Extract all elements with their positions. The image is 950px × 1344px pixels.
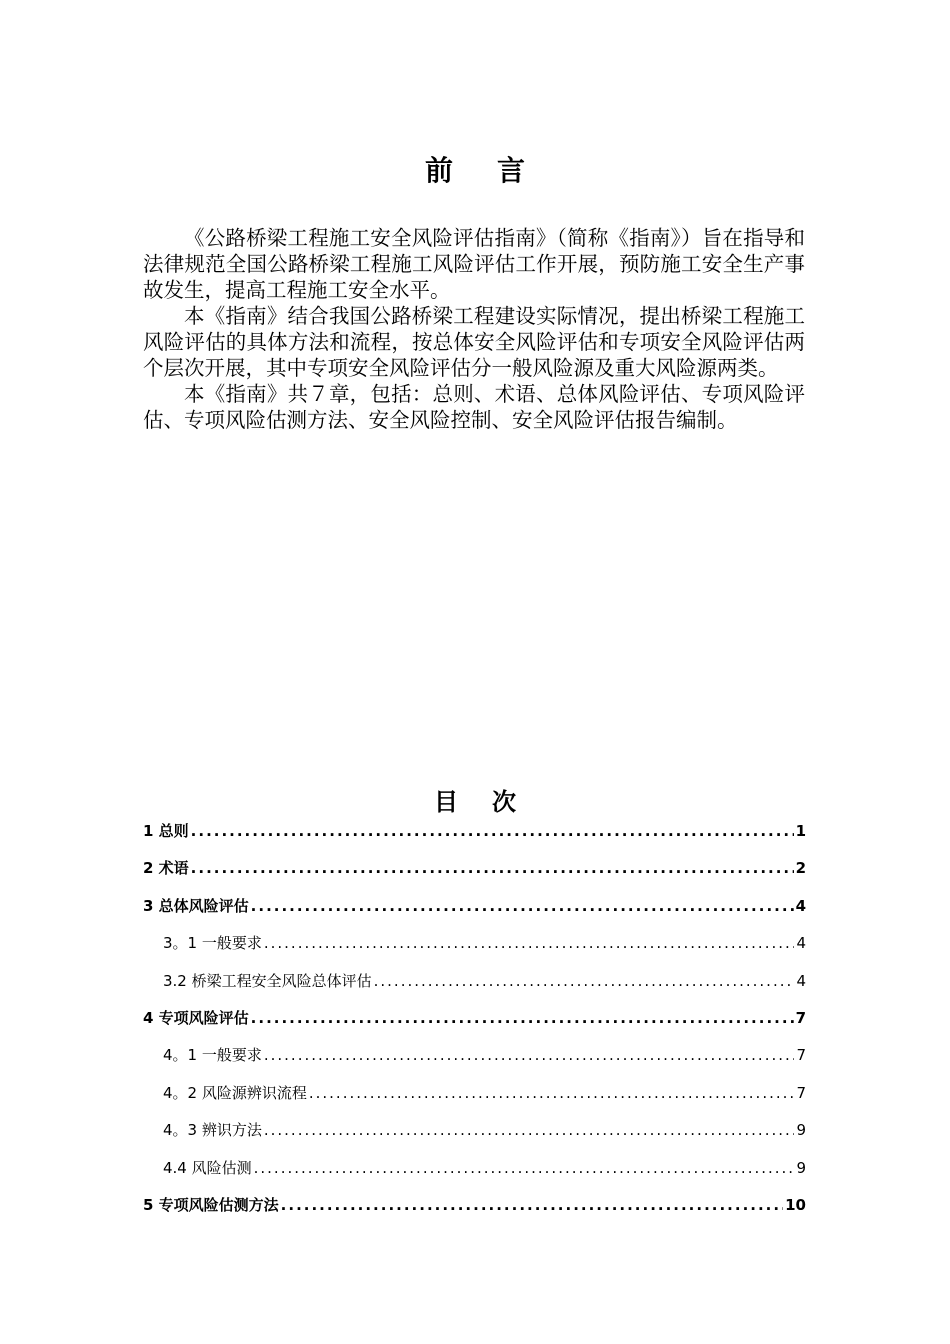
toc-entry[interactable] xyxy=(143,855,806,892)
toc-entry-text: 4。2 风险源辨识流程 xyxy=(163,1083,307,1102)
toc-entry-page: 4 xyxy=(795,896,806,915)
toc-leader-dots xyxy=(254,1155,795,1181)
toc-leader-dots xyxy=(251,893,794,919)
toc-title: 目次 xyxy=(434,787,550,816)
toc-entry-text: 3.2 桥梁工程安全风险总体评估 xyxy=(163,971,372,990)
toc-entry[interactable] xyxy=(143,930,806,967)
toc-leader-dots xyxy=(251,1005,794,1031)
toc-entry-text: 4。1 一般要求 xyxy=(163,1046,262,1065)
preface-paragraph-1: 《公路桥梁工程施工安全风险评估指南》（简称《指南》）旨在指导和法律规范全国公路桥梁工程施工风险评估工作开展，预防施工安全生产事故发生，提高工程施工安全水平。 xyxy=(143,226,805,302)
toc-entry-text: 3。1 一般要求 xyxy=(163,934,262,953)
toc-entry-text: 1 总则 xyxy=(143,822,189,840)
toc-entry-page: 10 xyxy=(785,1195,806,1214)
preface-body xyxy=(143,225,805,433)
toc-entry-page: 1 xyxy=(795,822,806,840)
toc-entry-page: 4 xyxy=(796,934,806,953)
toc-leader-dots xyxy=(374,968,795,994)
toc-entry-text: 4.4 风险估测 xyxy=(163,1158,252,1177)
toc-entry[interactable] xyxy=(143,968,806,1005)
toc-leader-dots xyxy=(191,855,794,881)
preface-paragraph-3: 本《指南》共７章，包括：总则、术语、总体风险评估、专项风险评估、专项风险估测方法、安全风险控制、安全风险评估报告编制。 xyxy=(143,382,805,432)
toc-entry[interactable] xyxy=(143,1117,806,1154)
toc-entry[interactable] xyxy=(143,1042,806,1079)
toc-entry-page: 7 xyxy=(796,1083,806,1102)
toc-leader-dots xyxy=(264,1117,795,1143)
toc-leader-dots xyxy=(264,1042,795,1068)
toc-entry[interactable] xyxy=(143,1192,806,1229)
toc-entry-text: 5 专项风险估测方法 xyxy=(143,1195,279,1214)
toc-entry-page: 2 xyxy=(795,859,806,878)
toc-leader-dots xyxy=(264,930,795,956)
toc-entry-text: 4 专项风险评估 xyxy=(143,1008,249,1027)
toc-entry-text: 4。3 辨识方法 xyxy=(163,1121,262,1140)
toc-entry[interactable] xyxy=(143,893,806,930)
toc-entry-page: 4 xyxy=(796,971,806,990)
toc-entry-page: 7 xyxy=(796,1046,806,1065)
toc-entry-page: 9 xyxy=(796,1121,806,1140)
toc-entry[interactable] xyxy=(143,1005,806,1042)
toc-entry-text: 2 术语 xyxy=(143,859,189,878)
table-of-contents xyxy=(143,818,806,1229)
toc-leader-dots xyxy=(309,1080,795,1106)
toc-entry[interactable] xyxy=(143,1155,806,1192)
preface-title: 前言 xyxy=(424,153,569,187)
toc-leader-dots xyxy=(281,1192,783,1218)
toc-entry[interactable] xyxy=(143,818,806,855)
preface-paragraph-2: 本《指南》结合我国公路桥梁工程建设实际情况，提出桥梁工程施工风险评估的具体方法和流程，按总体安全风险评估和专项安全风险评估两个层次开展，其中专项安全风险评估分一般风险源及重大风险源两类。 xyxy=(143,304,805,380)
toc-leader-dots xyxy=(191,818,794,844)
toc-entry-page: 9 xyxy=(796,1158,806,1177)
toc-entry-text: 3 总体风险评估 xyxy=(143,896,249,915)
toc-entry-page: 7 xyxy=(795,1008,806,1027)
toc-entry[interactable] xyxy=(143,1080,806,1117)
